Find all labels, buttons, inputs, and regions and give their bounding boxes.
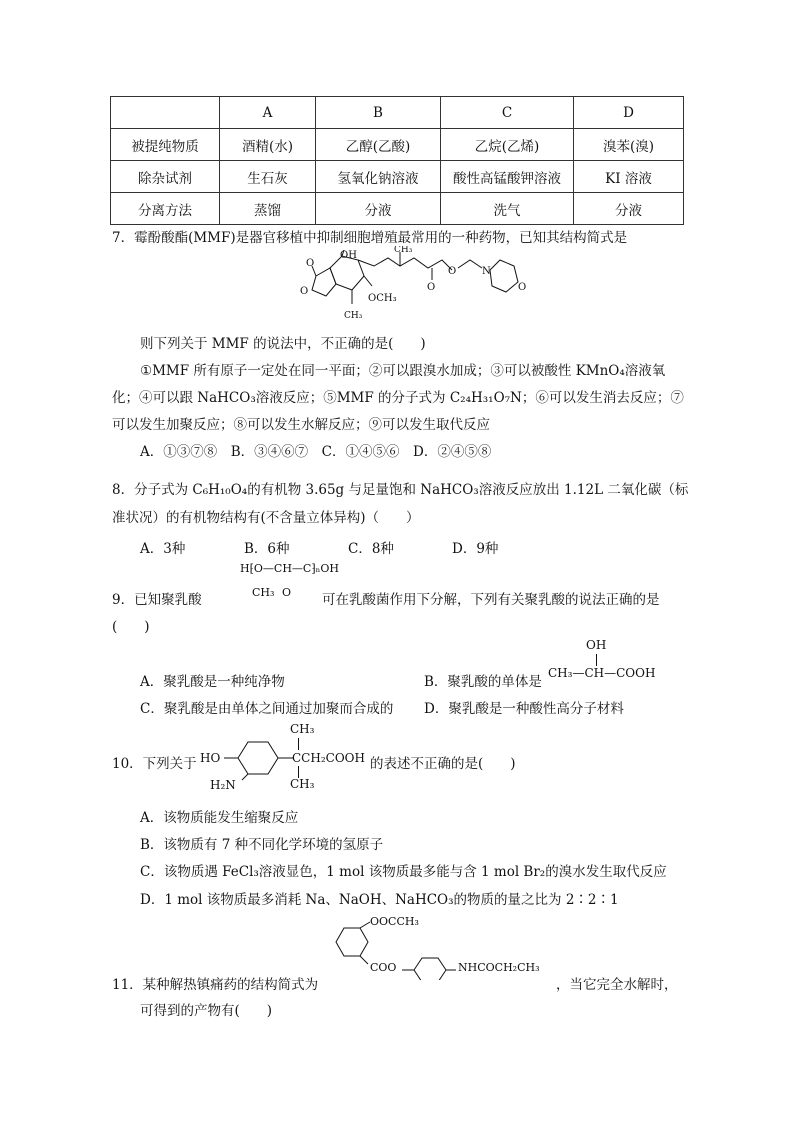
ch3-label: CH₃ — [344, 311, 363, 321]
q7-stem: 7．霉酚酸酯(MMF)是器官移植中抑制细胞增殖最常用的一种药物，已知其结构简式是 — [112, 230, 628, 246]
table-cell: 分离方法 — [111, 193, 220, 225]
q9-paren: ( ) — [112, 619, 150, 635]
ester-o: O — [427, 282, 436, 293]
poly-o: O — [282, 586, 292, 599]
table-cell: 蒸馏 — [220, 193, 316, 225]
q10-option-b: B．该物质有 7 种不同化学环境的氢原子 — [140, 837, 384, 853]
mono-formula: CH₃—CH—COOH — [548, 666, 656, 680]
morpholine-o: O — [518, 282, 527, 293]
table-cell: 被提纯物质 — [111, 129, 220, 161]
ring-o: O — [300, 286, 309, 297]
table-header-row — [111, 97, 684, 129]
table-row — [111, 161, 684, 193]
coo-bond — [360, 956, 368, 964]
oh-label: OH — [340, 250, 357, 261]
q10-chain: CCH₂COOH — [292, 751, 365, 765]
mono-oh: OH — [586, 638, 607, 652]
q7-statement-2: 化；④可以跟 NaHCO₃溶液反应；⑤MMF 的分子式为 C₂₄H₃₁O₇N；⑥可以发生消去反应；⑦ — [112, 390, 684, 406]
q10-top-bond — [298, 738, 299, 750]
table-cell — [111, 97, 220, 129]
morpholine-n: N — [482, 266, 491, 277]
morpholine-ring — [490, 260, 518, 292]
q9-stem-a: 9．已知聚乳酸 — [112, 592, 202, 608]
mmf-structure — [296, 246, 536, 324]
carbonyl-o: O — [306, 258, 315, 269]
ethyl-linker — [458, 260, 482, 268]
table-cell: 溴苯(溴) — [574, 129, 684, 161]
q10-option-d: D．1 mol 该物质最多消耗 Na、NaOH、NaHCO₃的物质的量之比为 2∶2∶1 — [140, 892, 619, 908]
benzene-ring-1 — [336, 928, 368, 956]
q11-coo: COO — [370, 961, 397, 974]
ooc-bond — [360, 922, 370, 928]
q8-option-d: D．9种 — [452, 541, 499, 557]
q10-option-a: A．该物质能发生缩聚反应 — [140, 810, 299, 826]
table-cell: 酒精(水) — [220, 129, 316, 161]
q9-stem-b: 可在乳酸菌作用下分解，下列有关聚乳酸的说法正确的是 — [322, 592, 660, 608]
poly-ch3: CH₃ — [252, 586, 275, 599]
table-cell: D — [574, 97, 684, 129]
q7-statement-3: 可以发生加聚反应；⑧可以发生水解反应；⑨可以发生取代反应 — [112, 417, 490, 433]
q10-ho: HO — [200, 751, 221, 765]
table-row — [111, 129, 684, 161]
lactone-ring — [312, 268, 336, 296]
side-chain — [358, 258, 452, 270]
table-cell: 分液 — [574, 193, 684, 225]
table-cell: 氢氧化钠溶液 — [316, 161, 441, 193]
q11-stem-b: ，当它完全水解时， — [556, 977, 678, 993]
nh2-bond — [242, 774, 248, 780]
table-cell: A — [220, 97, 316, 129]
table-cell: 酸性高锰酸钾溶液 — [441, 161, 574, 193]
q9-option-d: D．聚乳酸是一种酸性高分子材料 — [424, 701, 624, 717]
q9-option-a: A．聚乳酸是一种纯净物 — [140, 674, 285, 690]
q8-option-b: B．6种 — [244, 541, 290, 557]
table-cell: 乙烷(乙烯) — [441, 129, 574, 161]
q9-option-c: C．聚乳酸是由单体之间通过加聚而合成的 — [140, 701, 394, 717]
q7-statement-1: ①MMF 所有原子一定处在同一平面；②可以跟溴水加成；③可以被酸性 KMnO₄溶液氧 — [140, 363, 666, 379]
table-cell: C — [441, 97, 574, 129]
q9-option-b: B．聚乳酸的单体是 — [424, 674, 542, 690]
och3-label: OCH₃ — [368, 293, 397, 304]
q10-stem-b: 的表述不正确的是( ) — [370, 756, 516, 772]
q8-stem-1: 8．分子式为 C₆H₁₀O₄的有机物 3.65g 与足量饱和 NaHCO₃溶液反应放出 1.12L 二氧化碳（标 — [112, 482, 689, 498]
table-cell: 除杂试剂 — [111, 161, 220, 193]
table-cell: 分液 — [316, 193, 441, 225]
q7-options: A．①③⑦⑧ B．③④⑥⑦ C．①④⑤⑥ D．②④⑤⑧ — [140, 444, 492, 460]
table-row — [111, 193, 684, 225]
purification-table — [110, 96, 684, 225]
mono-bond — [596, 654, 597, 666]
chain-ch3: CH₃ — [394, 246, 413, 255]
q11-stem-c: 可得到的产物有( ) — [140, 1003, 273, 1019]
q10-ch3-top: CH₃ — [290, 722, 315, 736]
benzene-ring — [238, 742, 278, 774]
table-cell: 生石灰 — [220, 161, 316, 193]
table-cell: 乙醇(乙酸) — [316, 129, 441, 161]
benzene-ring-2 — [414, 958, 446, 980]
q10-stem-a: 10．下列关于 — [112, 756, 197, 772]
q7-question: 则下列关于 MMF 的说法中，不正确的是( ) — [140, 336, 426, 352]
och3-bond — [364, 276, 372, 286]
ester-o2: O — [448, 266, 457, 277]
q10-h2n: H₂N — [210, 778, 236, 792]
q11-ooc: OOCCH₃ — [370, 915, 419, 928]
q10-benzene — [224, 736, 294, 782]
table-cell: B — [316, 97, 441, 129]
table-cell: 洗气 — [441, 193, 574, 225]
table-cell: KI 溶液 — [574, 161, 684, 193]
q10-ch3-bottom: CH₃ — [290, 777, 315, 791]
q11-stem-a: 11．某种解热镇痛药的结构简式为 — [112, 977, 319, 993]
poly-main: H⁅O—CH—C⁆ₙOH — [240, 562, 339, 575]
polylactic-formula — [240, 562, 339, 599]
q10-option-c: C．该物质遇 FeCl₃溶液显色，1 mol 该物质最多能与含 1 mol Br₂的溴水发生取代反应 — [140, 864, 667, 880]
q11-nh: NHCOCH₂CH₃ — [458, 961, 540, 974]
q8-option-a: A．3种 — [140, 541, 186, 557]
q8-option-c: C．8种 — [348, 541, 394, 557]
q8-stem-2: 准状况）的有机物结构有(不含量立体异构)（ ） — [112, 510, 420, 526]
